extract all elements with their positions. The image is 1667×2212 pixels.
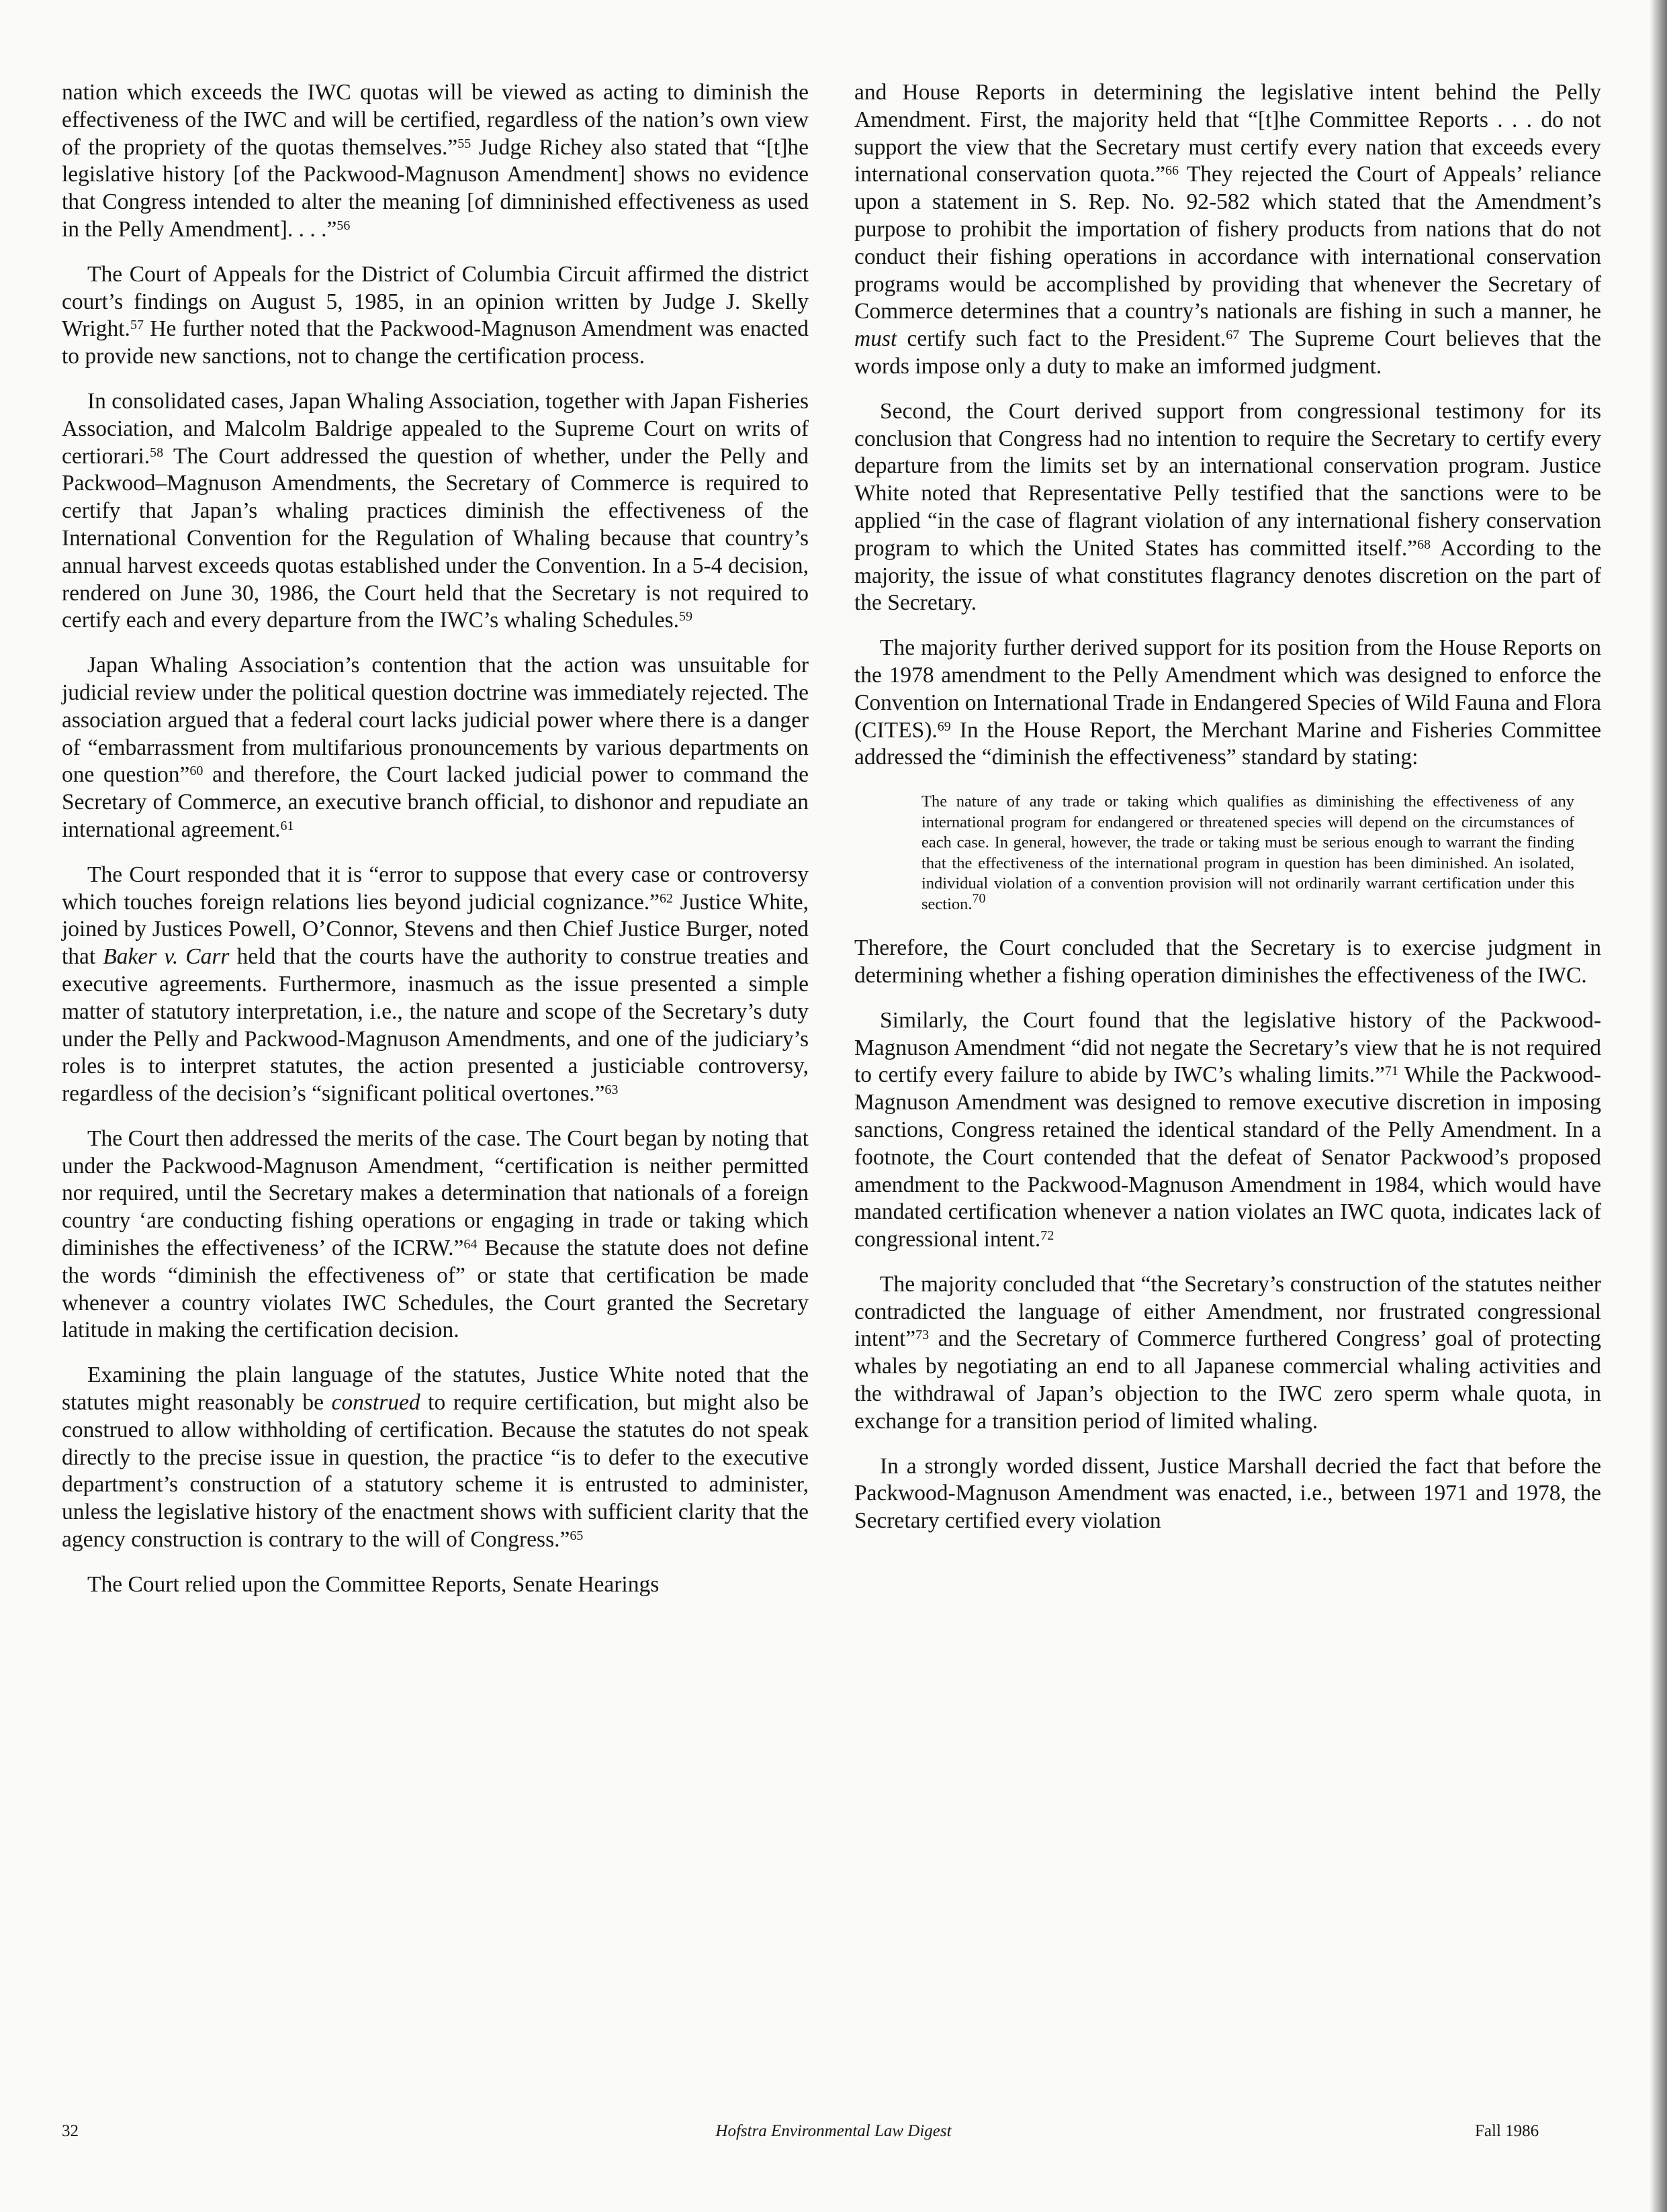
text-run: Examining the plain language of the statutes, Justice White noted that the statutes might reasonably be bbox=[62, 1363, 809, 1416]
paragraph bbox=[854, 1271, 1601, 1436]
text-run: Similarly, the Court found that the legislative history of the Packwood-Magnuson Amendment “did not negate the Secretary’s view that he is not required to certify every failure to abide by IWC’s whaling limits.” bbox=[854, 1007, 1601, 1088]
footnote-ref: 66 bbox=[1165, 163, 1179, 179]
paragraph bbox=[62, 1125, 809, 1344]
italic-text: construed bbox=[331, 1390, 420, 1416]
text-run: held that the courts have the authority to construe treaties and executive agreements. Furthermore, inasmuch as the issue presented a simple matter of statutory interpretation, i.e., the nature and scope of the Secretary’s duty under the Pelly and Packwood-Magnuson Amendments, and one of the judiciary’s roles is to interpret statutes, the action presented a justiciable controversy, regardless of the decision’s “significant political overtones.” bbox=[62, 944, 809, 1107]
text-run: While the Packwood-Magnuson Amendment was designed to remove executive discretion in imposing sanctions, Congress retained the identical standard of the Pelly Amendment. In a footnote, the Court contended that the defeat of Senator Packwood’s proposed amendment to the Packwood-Magnuson Amendment in 1984, which would have mandated certification whenever a nation violates an IWC quota, indicates lack of congressional intent. bbox=[854, 1062, 1601, 1252]
text-run: Justice White, joined by Justices Powell, O’Connor, Stevens and then Chief Justice Burger, noted that bbox=[62, 889, 809, 970]
text-run: and the Secretary of Commerce furthered Congress’ goal of protecting whales by negotiating an end to all Japanese commercial whaling activities and the withdrawal of Japan’s objection to the IWC zero sperm whale quota, in exchange for a transition period of limited whaling. bbox=[854, 1326, 1601, 1434]
paragraph bbox=[854, 635, 1601, 772]
footnote-ref: 69 bbox=[937, 719, 951, 734]
footnote-ref: 61 bbox=[280, 818, 294, 833]
text-run: The Court responded that it is “error to suppose that every case or controversy which touches foreign relations lies beyond judicial cognizance.” bbox=[62, 862, 809, 915]
footnote-ref: 55 bbox=[457, 136, 471, 151]
footnote-ref: 72 bbox=[1040, 1228, 1054, 1244]
paragraph bbox=[854, 79, 1601, 381]
paragraph bbox=[854, 398, 1601, 617]
footnote-ref: 70 bbox=[972, 890, 986, 906]
text-run: The Court addressed the question of whether, under the Pelly and Packwood–Magnuson Amendments, the Secretary of Commerce is required to certify that Japan’s whaling practices diminish the effectiveness of the International Convention for the Regulation of Whaling because that country’s annual harvest exceeds quotas established under the Convention. In a 5-4 decision, rendered on June 30, 1986, the Court held that the Secretary is not required to certify each and every departure from the IWC’s whaling Schedules. bbox=[62, 443, 809, 633]
footnote-ref: 62 bbox=[660, 890, 673, 906]
footnote-ref: 56 bbox=[336, 218, 351, 233]
left-column bbox=[62, 79, 809, 1616]
text-run: In consolidated cases, Japan Whaling Association, together with Japan Fisheries Association, and Malcolm Baldrige appealed to the Supreme Court on writs of certiorari. bbox=[62, 388, 809, 469]
text-run: The majority concluded that “the Secretary’s construction of the statutes neither contradicted the language of either Amendment, nor frustrated congressional intent” bbox=[854, 1271, 1601, 1352]
right-column bbox=[854, 79, 1601, 1553]
paragraph bbox=[854, 935, 1601, 990]
footnote-ref: 57 bbox=[130, 318, 144, 333]
text-run: They rejected the Court of Appeals’ reliance upon a statement in S. Rep. No. 92-582 which stated that the Amendment’s purpose to prohibit the importation of fishery products from nations that do not conduct their fishing operations in accordance with international conservation programs would be accomplished by providing that whenever the Secretary of Commerce determines that a country’s nationals are fishing in such a manner, he bbox=[854, 162, 1601, 324]
text-run: The nature of any trade or taking which qualifies as diminishing the effectiveness of any international program for endangered or threatened species will depend on the circumstances of each case. In general, however, the trade or taking must be serious enough to warrant the finding that the effectiveness of the international program in question has been diminished. An isolated, individual violation of a convention provision will not ordinarily warrant certification under this section. bbox=[921, 792, 1574, 913]
italic-text: must bbox=[854, 326, 897, 352]
text-run: Judge Richey also stated that “[t]he legislative history [of the Packwood-Magnuson Amendment] shows no evidence that Congress intended to alter the meaning [of dimninished effectiveness as used in the Pelly Amendment]. . . .” bbox=[62, 134, 809, 242]
footnote-ref: 63 bbox=[604, 1082, 619, 1098]
text-run: The Court relied upon the Committee Reports, Senate Hearings bbox=[87, 1571, 660, 1597]
page-footer bbox=[0, 2122, 1667, 2149]
page-edge-shadow bbox=[1650, 0, 1667, 2212]
text-run: The Court of Appeals for the District of Columbia Circuit affirmed the district court’s findings on August 5, 1985, in an opinion written by Judge J. Skelly Wright. bbox=[62, 261, 809, 342]
footnote-ref: 59 bbox=[679, 609, 693, 625]
footnote-ref: 60 bbox=[189, 764, 204, 779]
paragraph bbox=[62, 1571, 809, 1599]
italic-text: Baker v. Carr bbox=[103, 944, 230, 970]
paragraph bbox=[62, 79, 809, 244]
paragraph bbox=[62, 261, 809, 371]
footnote-ref: 67 bbox=[1226, 328, 1240, 343]
journal-title: Hofstra Environmental Law Digest bbox=[715, 2122, 952, 2140]
text-run: Therefore, the Court concluded that the Secretary is to exercise judgment in determining whether a fishing operation diminishes the effectiveness of the IWC. bbox=[854, 935, 1601, 988]
paragraph bbox=[854, 1453, 1601, 1535]
page-number: 32 bbox=[62, 2122, 79, 2140]
footnote-ref: 68 bbox=[1417, 537, 1431, 552]
text-run: The Court then addressed the merits of the case. The Court began by noting that under the Packwood-Magnuson Amendment, “certification is neither permitted nor required, until the Secretary makes a determination that nationals of a foreign country ‘are conducting fishing operations or engaging in trade or taking which diminishes the effectiveness’ of the ICRW.” bbox=[62, 1125, 809, 1261]
footnote-ref: 58 bbox=[150, 445, 164, 460]
paragraph bbox=[62, 1362, 809, 1554]
text-run: He further noted that the Packwood-Magnuson Amendment was enacted to provide new sanctions, not to change the certification process. bbox=[62, 316, 809, 369]
paragraph bbox=[854, 1007, 1601, 1254]
footnote-ref: 73 bbox=[915, 1328, 930, 1343]
text-run: nation which exceeds the IWC quotas will be viewed as acting to diminish the effectiveness of the IWC and will be certified, regardless of the nation’s own view of the propriety of the quotas themselves.” bbox=[62, 80, 809, 160]
footnote-ref: 71 bbox=[1384, 1064, 1398, 1079]
text-run: and House Reports in determining the legislative intent behind the Pelly Amendment. First, the majority held that “[t]he Committee Reports . . . do not support the view that the Secretary must certify every nation that exceeds every international conservation quota.” bbox=[854, 80, 1601, 187]
paragraph bbox=[62, 388, 809, 635]
text-run: In a strongly worded dissent, Justice Marshall decried the fact that before the Packwood-Magnuson Amendment was enacted, i.e., between 1971 and 1978, the Secretary certified every violation bbox=[854, 1453, 1601, 1534]
footnote-ref: 64 bbox=[463, 1237, 478, 1252]
text-run: The Supreme Court believes that the words impose only a duty to make an imformed judgment. bbox=[854, 326, 1601, 379]
text-run: According to the majority, the issue of what constitutes flagrancy denotes discretion on the part of the Secretary. bbox=[854, 535, 1601, 616]
text-run: Japan Whaling Association’s contention that the action was unsuitable for judicial review under the political question doctrine was immediately rejected. The association argued that a federal court lacks judicial power where there is a danger of “embarrassment from multifarious pronouncements by various departments on one question” bbox=[62, 653, 809, 788]
text-run: Second, the Court derived support from congressional testimony for its conclusion that Congress had no intention to require the Secretary to certify every departure from the limits set by an international conservation program. Justice White noted that Representative Pelly testified that the sanctions were to be applied “in the case of flagrant violation of any international fishery conservation program to which the United States has committed itself.” bbox=[854, 398, 1601, 561]
issue-date: Fall 1986 bbox=[1475, 2122, 1539, 2140]
footnote-ref: 65 bbox=[570, 1528, 584, 1544]
text-run: In the House Report, the Merchant Marine and Fisheries Committee addressed the “diminish the effectiveness” standard by stating: bbox=[854, 717, 1601, 770]
text-run: and therefore, the Court lacked judicial power to command the Secretary of Commerce, an executive branch official, to dishonor and repudiate an international agreement. bbox=[62, 762, 809, 842]
text-run: to require certification, but might also be construed to allow withholding of certification. Because the statutes do not speak directly to the precise issue in question, the practice “is to defer to the executive department’s construction of a statutory scheme it is entrusted to administer, unless the legislative history of the enactment shows with sufficient clarity that the agency construction is contrary to the will of Congress.” bbox=[62, 1390, 809, 1553]
text-run: certify such fact to the President. bbox=[897, 326, 1226, 352]
paragraph bbox=[62, 862, 809, 1108]
text-run: Because the statute does not define the words “diminish the effectiveness of” or state that certification be made whenever a country violates IWC Schedules, the Court granted the Secretary latitude in making the certification decision. bbox=[62, 1236, 809, 1343]
paragraph bbox=[62, 652, 809, 844]
text-run: The majority further derived support for its position from the House Reports on the 1978 amendment to the Pelly Amendment which was designed to enforce the Convention on International Trade in Endangered Species of Wild Fauna and Flora (CITES). bbox=[854, 635, 1601, 743]
block-quote bbox=[921, 792, 1574, 915]
